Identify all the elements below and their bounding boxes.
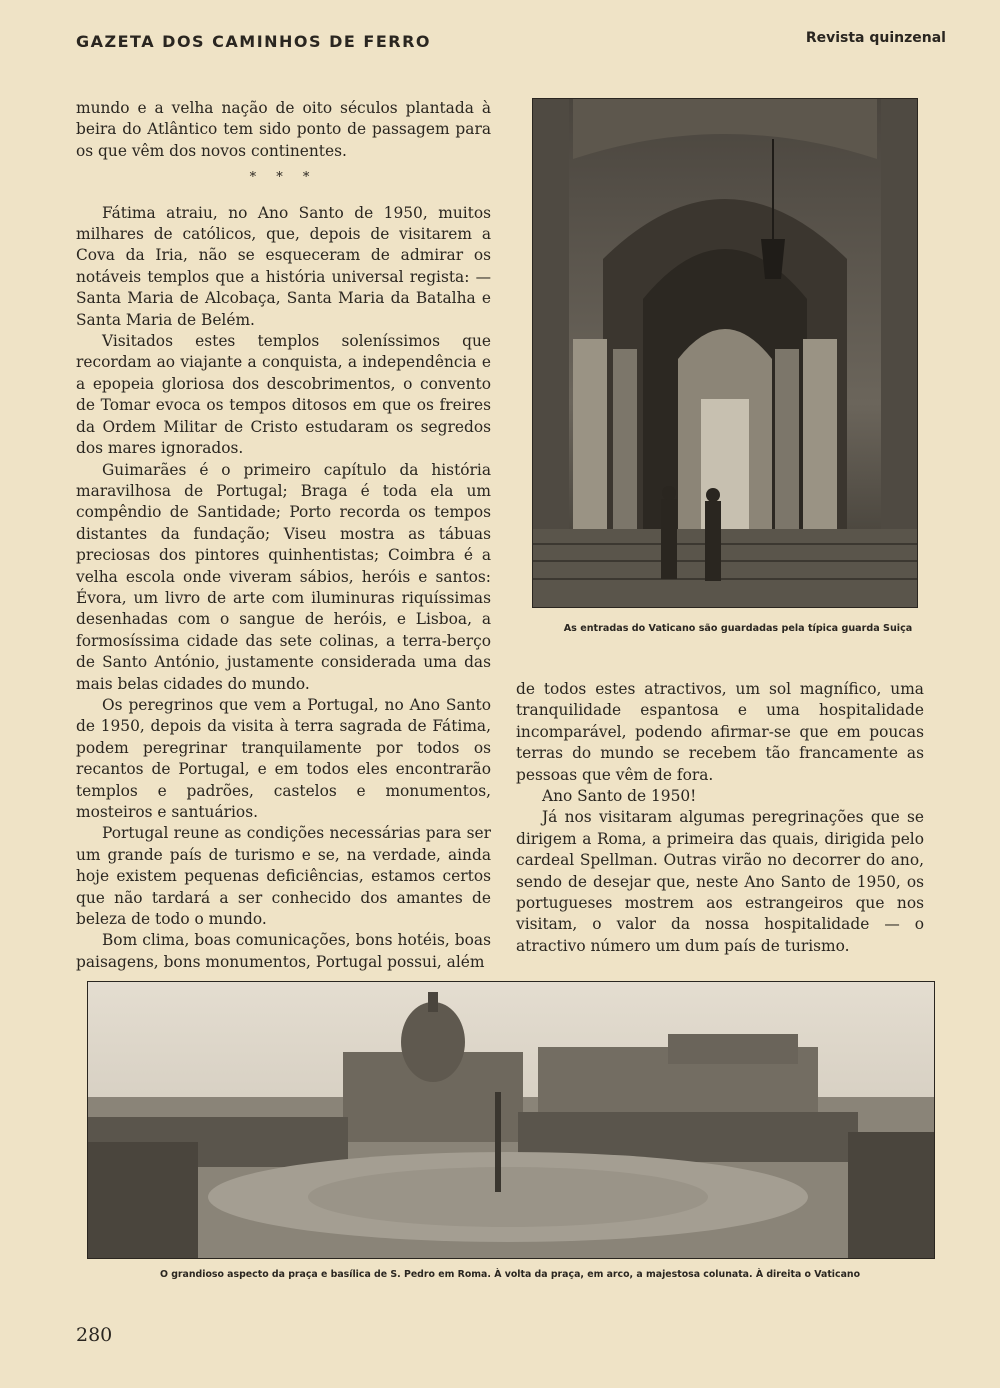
paragraph: Fátima atraiu, no Ano Santo de 1950, muitos milhares de católicos, que, depois de visitarem a Cova da Iria, não se esqueceram de admirar os notáveis templos que a história universal regista: — Santa Maria de Alcobaça, Santa Maria da Batalha e Santa Maria de Belém.	[76, 203, 491, 329]
paragraph: Visitados estes templos soleníssimos que recordam ao viajante a conquista, a independência e a epopeia gloriosa dos descobrimentos, o convento de Tomar evoca os tempos ditosos em que os freires da Ordem Militar de Cristo estudaram os segredos dos mares ignorados.	[76, 332, 491, 458]
page-number: 280	[76, 1324, 113, 1346]
right-text-column	[516, 679, 924, 957]
paragraph: mundo e a velha nação de oito séculos plantada à beira do Atlântico tem sido ponto de passagem para os que vêm dos novos continentes.	[76, 99, 491, 160]
st-peter-square-photo	[87, 981, 935, 1259]
photo-caption-vatican-entrance: As entradas do Vaticano são guardadas pela típica guarda Suiça	[563, 623, 913, 634]
paragraph: de todos estes atractivos, um sol magnífico, uma tranquilidade espantosa e uma hospitalidade incomparável, podendo afirmar-se que em poucas terras do mundo se recebem tão francamente as pessoas que vêm de fora.	[516, 680, 924, 784]
photo-caption-st-peter-square: O grandioso aspecto da praça e basílica de S. Pedro em Roma. À volta da praça, em arco, a majestosa colunata. À direita o Vaticano	[159, 1269, 861, 1280]
paragraph: Já nos visitaram algumas peregrinações que se dirigem a Roma, a primeira das quais, dirigida pelo cardeal Spellman. Outras virão no decorrer do ano, sendo de desejar que, neste Ano Santo de 1950, os portugueses mostrem aos estrangeiros que nos visitam, o valor da nossa hospitalidade — o atractivo número um dum país de turismo.	[516, 808, 924, 955]
paragraph: Os peregrinos que vem a Portugal, no Ano Santo de 1950, depois da visita à terra sagrada de Fátima, podem peregrinar tranquilamente por todos os recantos de Portugal, e em todos eles encontrarão templos e padrões, castelos e monumentos, mosteiros e santuários.	[76, 695, 491, 821]
magazine-title: GAZETA DOS CAMINHOS DE FERRO	[76, 32, 432, 51]
section-separator: * * *	[249, 170, 318, 186]
paragraph: Guimarães é o primeiro capítulo da história maravilhosa de Portugal; Braga é toda ela um compêndio de Santidade; Porto recorda os tempos distantes da fundação; Viseu mostra as tábuas preciosas dos pintores quinhentistas; Coimbra é a velha escola onde viveram sábios, heróis e santos: Évora, um livro de arte com iluminuras riquíssimas desenhadas com o sangue de heróis, e Lisboa, a formosíssima cidade das sete colinas, a terra-berço de Santo António, justamente considerada uma das mais belas cidades do mundo.	[76, 460, 491, 693]
paragraph: Bom clima, boas comunicações, bons hotéis, boas paisagens, bons monumentos, Portugal possui, além	[76, 931, 491, 971]
magazine-subtitle: Revista quinzenal	[805, 30, 946, 46]
vatican-entrance-photo	[532, 98, 918, 608]
paragraph: Ano Santo de 1950!	[542, 787, 697, 806]
paragraph: Portugal reune as condições necessárias para ser um grande país de turismo e se, na verdade, ainda hoje existem pequenas deficiências, estamos certos que não tardará a ser conhecido dos amantes de beleza de todo o mundo.	[76, 824, 491, 929]
left-text-column	[76, 98, 491, 973]
